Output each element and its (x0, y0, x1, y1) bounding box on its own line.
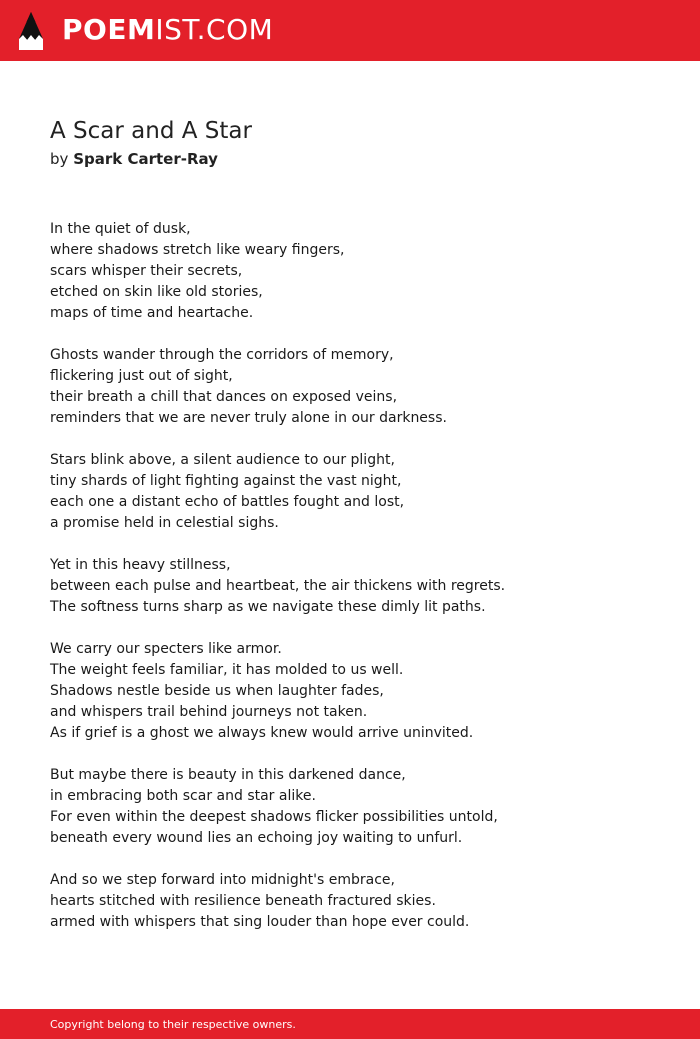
poem-line: reminders that we are never truly alone in our darkness. (50, 410, 447, 426)
poem-stanza (50, 765, 670, 849)
poem-line: For even within the deepest shadows flicker possibilities untold, (50, 809, 498, 825)
brand-light-text: IST.COM (155, 13, 274, 46)
poem-line: etched on skin like old stories, (50, 284, 263, 300)
poem-line: But maybe there is beauty in this darkened dance, (50, 767, 406, 783)
site-logo-wordmark[interactable] (62, 12, 273, 48)
poem-line: flickering just out of sight, (50, 368, 233, 384)
poem-line: Shadows nestle beside us when laughter fades, (50, 683, 384, 699)
poem-stanza (50, 555, 670, 618)
poem-line: armed with whispers that sing louder than hope ever could. (50, 914, 470, 930)
poem-line: We carry our specters like armor. (50, 641, 282, 657)
poem-stanza (50, 870, 670, 933)
poem-line: hearts stitched with resilience beneath fractured skies. (50, 893, 436, 909)
poem-line: and whispers trail behind journeys not taken. (50, 704, 368, 720)
poem-line: beneath every wound lies an echoing joy waiting to unfurl. (50, 830, 463, 846)
poem-line: between each pulse and heartbeat, the air thickens with regrets. (50, 578, 506, 594)
poem-line: Ghosts wander through the corridors of memory, (50, 347, 394, 363)
poem-line: In the quiet of dusk, (50, 221, 191, 237)
poem-stanza (50, 345, 670, 429)
poem-stanza (50, 639, 670, 744)
poem-line: maps of time and heartache. (50, 305, 254, 321)
poem-line: scars whisper their secrets, (50, 263, 243, 279)
poem-line: their breath a chill that dances on exposed veins, (50, 389, 398, 405)
copyright-notice: Copyright belong to their respective owners. (50, 1018, 296, 1031)
brand-bold-text: POEM (62, 13, 156, 46)
poem-line: a promise held in celestial sighs. (50, 515, 279, 531)
poem-line: Stars blink above, a silent audience to our plight, (50, 452, 395, 468)
poem-line: where shadows stretch like weary fingers, (50, 242, 345, 258)
poem-line: in embracing both scar and star alike. (50, 788, 316, 804)
poem-body (50, 219, 670, 954)
poem-title: A Scar and A Star (50, 118, 252, 144)
poem-line: tiny shards of light fighting against the vast night, (50, 473, 402, 489)
poem-stanza (50, 219, 670, 324)
pencil-tip-icon (18, 11, 44, 51)
byline (50, 149, 218, 169)
poem-line: each one a distant echo of battles fought and lost, (50, 494, 405, 510)
poem-line: Yet in this heavy stillness, (50, 557, 231, 573)
poem-line: The weight feels familiar, it has molded to us well. (50, 662, 404, 678)
site-header (0, 0, 700, 61)
poem-line: The softness turns sharp as we navigate these dimly lit paths. (50, 599, 486, 615)
poem-line: And so we step forward into midnight's embrace, (50, 872, 395, 888)
by-prefix: by (50, 150, 69, 168)
poem-line: As if grief is a ghost we always knew would arrive uninvited. (50, 725, 474, 741)
poem-stanza (50, 450, 670, 534)
author-name: Spark Carter-Ray (73, 150, 218, 168)
site-footer (0, 1009, 700, 1039)
